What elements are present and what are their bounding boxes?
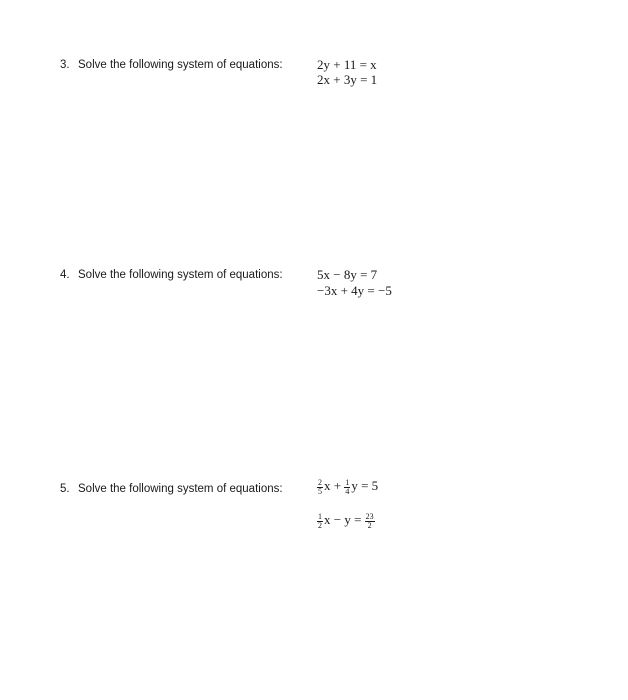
equation-2: −3x + 4y = −5	[317, 283, 392, 298]
denominator: 5	[318, 486, 322, 496]
numerator: 2	[318, 477, 322, 487]
fraction	[344, 479, 350, 496]
equation-1: 5x − 8y = 7	[317, 267, 378, 282]
fraction	[365, 513, 375, 530]
equation-text: x +	[324, 478, 345, 493]
problem-number: 5.	[60, 483, 70, 495]
fraction	[317, 479, 323, 496]
numerator: 23	[365, 511, 374, 521]
numerator: 1	[345, 477, 350, 487]
problem-prompt: Solve the following system of equations:	[78, 59, 283, 71]
equation-1	[317, 478, 378, 496]
equation-2	[317, 512, 376, 530]
problem-prompt: Solve the following system of equations:	[78, 269, 283, 281]
denominator: 2	[367, 520, 372, 530]
equation-text: x − y =	[324, 512, 365, 527]
problem-prompt: Solve the following system of equations:	[78, 483, 283, 495]
equation-text: y = 5	[351, 478, 379, 493]
problem-number: 4.	[60, 269, 70, 281]
equation-1: 2y + 11 = x	[317, 57, 377, 72]
numerator: 1	[318, 511, 322, 521]
problem-number: 3.	[60, 59, 70, 71]
fraction	[317, 513, 323, 530]
equation-2: 2x + 3y = 1	[317, 72, 378, 87]
denominator: 4	[345, 486, 350, 496]
denominator: 2	[318, 520, 322, 530]
